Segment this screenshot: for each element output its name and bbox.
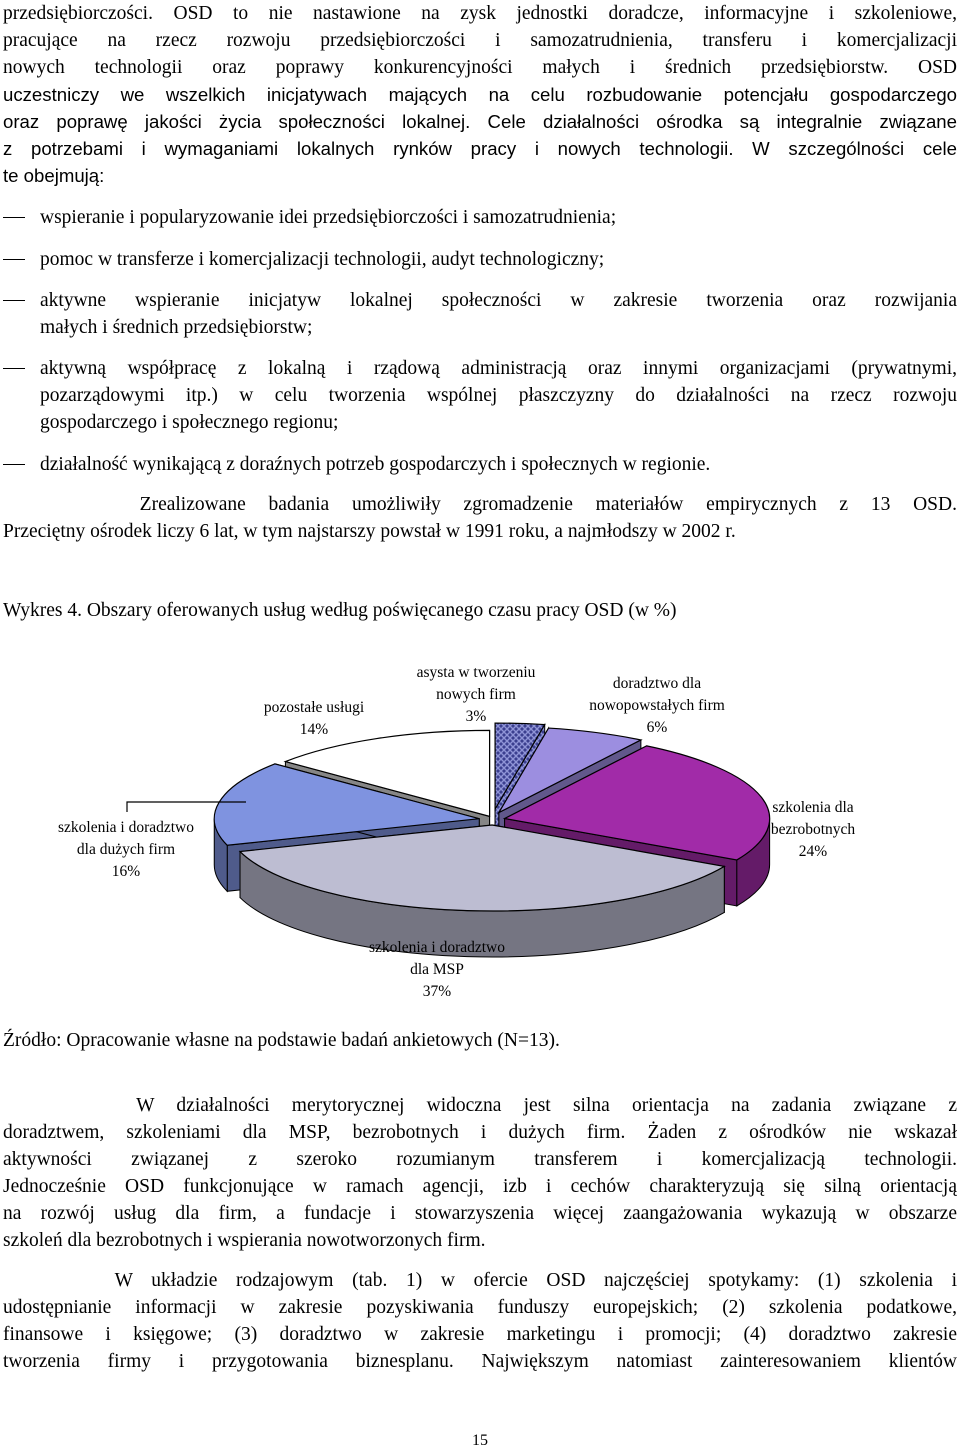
text-line: te obejmują: <box>3 165 105 186</box>
text-line: działalność wynikającą z doraźnych potrzeb gospodarczych i społecznych w regionie. <box>40 454 711 475</box>
pie-label-doradztwo-nowopowstale: doradztwo dla nowopowstałych firm 6% <box>589 675 725 736</box>
paragraph-analysis <box>3 1092 957 1254</box>
pie-label-asysta: asysta w tworzeniu nowych firm 3% <box>416 664 536 725</box>
pie-label-duze-firmy: szkolenia i doradztwo dla dużych firm 16% <box>57 819 194 880</box>
text-line: Zrealizowane badania umożliwiły zgromadzenie materiałów empirycznych z 13 OSD. <box>3 494 957 515</box>
text-line: uczestniczy we wszelkich inicjatywach mających na celu rozbudowanie potencjału gospodarczego <box>3 84 957 105</box>
text-line: doradztwem, szkoleniami dla MSP, bezrobotnych i dużych firm. Żaden z ośrodków nie wskazał <box>3 1122 957 1143</box>
text-line: W działalności merytorycznej widoczna jest silna orientacja na zadania związane z <box>3 1095 957 1116</box>
text-line: Jednocześnie OSD funkcjonujące w ramach agencji, izb i cechów charakteryzują się silną orientacją <box>3 1176 957 1197</box>
text-line: na rozwój usług dla firm, a fundacje i stowarzyszenia więcej zaangażowania wykazują w obszarze <box>3 1203 957 1224</box>
text-line: nowych technologii oraz poprawy konkurencyjności małych i średnich przedsiębiorstw. OSD <box>3 57 957 78</box>
text-line: szkoleń dla bezrobotnych i wspierania nowotworzonych firm. <box>3 1230 486 1251</box>
text-line: małych i średnich przedsiębiorstw; <box>40 317 313 338</box>
text-line: pomoc w transferze i komercjalizacji technologii, audyt technologiczny; <box>40 249 605 270</box>
text-line: Przeciętny ośrodek liczy 6 lat, w tym najstarszy powstał w 1991 roku, a najmłodszy w 2002 r. <box>3 521 736 542</box>
text-line: tworzenia firmy i przygotowania biznesplanu. Największym natomiast zainteresowaniem klientów <box>3 1351 957 1372</box>
paragraph-typology <box>3 1267 957 1375</box>
text-line: przedsiębiorczości. OSD to nie nastawione na zysk jednostki doradcze, informacyjne i szkoleniowe, <box>3 3 957 24</box>
text-line: W układzie rodzajowym (tab. 1) w ofercie OSD najczęściej spotykamy: (1) szkolenia i <box>3 1270 957 1291</box>
pie-label-bezrobotni: szkolenia dla bezrobotnych 24% <box>770 799 856 860</box>
text-line: wspieranie i popularyzowanie idei przedsiębiorczości i samozatrudnienia; <box>40 207 617 228</box>
text-line: aktywności związanej z szeroko rozumianym transferem i komercjalizacją technologii. <box>3 1149 957 1170</box>
text-line: udostępnianie informacji w zakresie pozyskiwania funduszy europejskich; (2) szkolenia podatkowe, <box>3 1297 957 1318</box>
page-number: 15 <box>472 1432 488 1449</box>
text-line: oraz poprawę jakości życia społeczności lokalnej. Cele działalności ośrodka są integralnie związane <box>3 111 957 132</box>
text-line: aktywną współpracę z lokalną i rządową administracją oraz innymi organizacjami (prywatnymi, <box>40 358 957 379</box>
figure-source: Źródło: Opracowanie własne na podstawie badań ankietowych (N=13). <box>3 1030 560 1051</box>
pie-label-pozostale: pozostałe usługi 14% <box>263 699 365 738</box>
text-line: pracujące na rzecz rozwoju przedsiębiorczości i samozatrudnienia, transferu i komercjalizacji <box>3 30 957 51</box>
text-line: z potrzebami i wymaganiami lokalnych rynków pracy i nowych technologii. W szczególności cele <box>3 138 957 159</box>
text-line: aktywne wspieranie inicjatyw lokalnej społeczności w zakresie tworzenia oraz rozwijania <box>40 290 957 311</box>
text-line: finansowe i księgowe; (3) doradztwo w zakresie marketingu i promocji; (4) doradztwo zakresie <box>3 1324 957 1345</box>
text-line: pozarządowymi itp.) w celu tworzenia wspólnej płaszczyzny do działalności na rzecz rozwoju <box>40 385 957 406</box>
text-line: gospodarczego i społecznego regionu; <box>40 412 339 433</box>
pie-label-msp: szkolenia i doradztwo dla MSP 37% <box>368 939 505 1000</box>
figure-caption: Wykres 4. Obszary oferowanych usług według poświęcanego czasu pracy OSD (w %) <box>3 600 677 621</box>
